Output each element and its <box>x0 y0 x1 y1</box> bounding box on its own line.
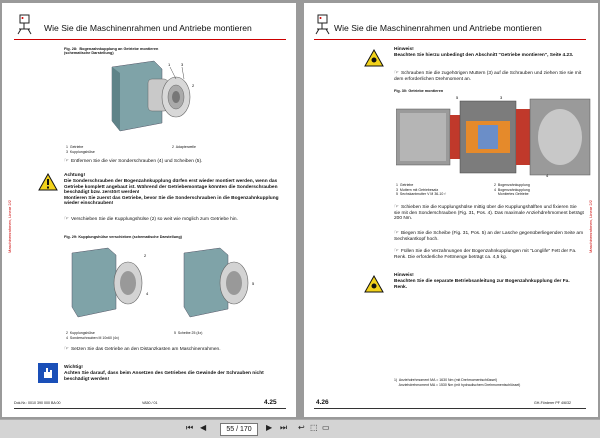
important-title: Wichtig! <box>64 365 83 370</box>
instruction-step: ☞ Setzen Sie das Getriebe an den Distanzkasten am Maschinenrahmen. <box>64 346 221 352</box>
warning-icon <box>38 173 58 191</box>
header-rule <box>14 39 286 40</box>
important-icon <box>38 363 58 383</box>
figure-28-image <box>104 57 204 139</box>
pointing-hand-icon: ☞ <box>394 70 399 76</box>
hint-title: Hinweis! <box>394 47 414 52</box>
pointing-hand-icon: ☞ <box>394 204 399 210</box>
version: VA50 / 01 <box>142 401 158 405</box>
robot-logo-icon <box>314 13 332 35</box>
important-text: Achten Sie darauf, dass beim Ansetzen des Getriebes die Gewinde der Schrauben nicht beschädigt werden! <box>64 371 264 382</box>
prev-page-icon[interactable]: ◀ <box>200 423 207 432</box>
pointing-hand-icon: ☞ <box>394 230 399 236</box>
instruction-step: ☞ Verschieben Sie die Kupplungshülse (2) so weit wie möglich zum Getriebe hin. <box>64 216 238 222</box>
instruction-step: ☞ Biegen Sie die Scheibe (Fig. 31, Pos. 5) an der Lasche gegenüberliegenden Seite am Sechskantkopf hoch. <box>394 230 584 242</box>
figure-caption: Fig. 30: Getriebe montieren <box>394 89 444 93</box>
svg-text:2: 2 <box>144 253 147 258</box>
hint-text: Beachten Sie die separate Betriebsanleitung zur Bogenzahnkupplung der Fa. Renk. <box>394 279 570 290</box>
doc-number: Dok.Nr.: 0010 390 000 BA 00 <box>14 401 61 405</box>
svg-text:3: 3 <box>181 62 184 67</box>
fit-page-icon[interactable]: ⬚ <box>310 423 318 432</box>
fit-width-icon[interactable]: ▭ <box>322 423 330 432</box>
footer-rule <box>14 408 286 409</box>
pointing-hand-icon: ☞ <box>64 158 69 164</box>
instruction-step: ☞ Entfernen Sie die vier Sonderschrauben (4) und Scheiben (5). <box>64 158 203 164</box>
svg-text:5: 5 <box>456 95 459 100</box>
svg-text:4: 4 <box>546 173 549 178</box>
right-page <box>304 3 598 417</box>
instruction-step: ☞ Schieben Sie die Kupplungshülse mittig über die Kupplungshälften und fixieren Sie sie mit den Sonderschrauben (Fig. 31, Pos. 4). Das maximale Anziehdrehmoment beträgt 200 Nm. <box>394 204 584 222</box>
warning-text: Die Sonderschrauben der Bogenzahnkupplung dürfen erst wieder montiert werden, wenn das Getriebe komplett angebaut ist. Während der Getriebemontage könnten die Sonderschrauben beschädigt bzw. zerstört werden! Montieren Sie zuerst das Getriebe, bevor Sie die Sonderschrauben in die Bogenzahnkupplung wieder einschrauben! <box>64 179 279 207</box>
page-number: 4.26 <box>316 399 329 406</box>
figure-legend: 1 Getriebe 3 Muttern mit Getriebesatz 5 Sechskantmutter V M 36-10 ¹⁾ <box>396 183 447 197</box>
hint-icon <box>364 275 384 293</box>
instruction-step: ☞ Schrauben Sie die zugehörigen Muttern (3) auf die Schrauben und ziehen Sie sie mit dem erforderlichen Drehmoment an. <box>394 70 582 82</box>
product-name: GH-Förderer PF 4/6/32 <box>534 401 571 405</box>
figure-caption: Fig. 28: Bogenzahnkupplung an Getriebe montieren (schematische Darstellung) <box>64 47 159 55</box>
page-number: 4.25 <box>264 399 277 406</box>
figure-legend: 2 Adapterwelle <box>172 145 196 149</box>
svg-text:3: 3 <box>500 95 503 100</box>
figure-caption: Fig. 29: Kupplungshülse verschieben (schematische Darstellung) <box>64 235 182 239</box>
back-icon[interactable]: ↩ <box>298 423 305 432</box>
figure-29-image <box>66 245 266 325</box>
pointing-hand-icon: ☞ <box>64 346 69 352</box>
page-field[interactable]: 55 / 170 <box>220 423 258 436</box>
side-label: Maschinenrahmen, Linear 2/2 <box>588 200 593 253</box>
figure-legend: 5 Scheibe 25 (4x) <box>174 331 203 335</box>
left-page <box>2 3 296 417</box>
hint-title: Hinweis! <box>394 273 414 278</box>
header-rule <box>314 39 586 40</box>
next-page-icon[interactable]: ▶ <box>266 423 273 432</box>
side-label: Maschinenrahmen, Linear 2/2 <box>7 200 12 253</box>
svg-text:5: 5 <box>252 281 255 286</box>
hint-icon <box>364 49 384 67</box>
header-title: Wie Sie die Maschinenrahmen und Antriebe montieren <box>334 23 542 33</box>
figure-legend: 2 Kupplungshülse 4 Sonderschrauben M 10x60 (4x) <box>66 331 119 340</box>
figure-30-image <box>396 95 591 179</box>
svg-text:1: 1 <box>168 62 171 67</box>
first-page-icon[interactable]: ⏮ <box>186 423 194 432</box>
pointing-hand-icon: ☞ <box>394 248 399 254</box>
svg-text:4: 4 <box>146 291 149 296</box>
instruction-step: ☞ Füllen Sie die Verzahnungen der Bogenzahnkupplungen mit "Longlife" Fett der Fa. Renk. Die erforderliche Fettmenge beträgt ca. 4,5 kg. <box>394 248 577 260</box>
figure-legend: 2 Bogenzahnkupplung 4 Bogenzahnkupplung Montiertes Getriebe <box>494 183 530 197</box>
pointing-hand-icon: ☞ <box>64 216 69 222</box>
footnote: 1) Anziehdrehmoment MA = 1630 Nm (mit Drehmomentschlüssel) Anziehdrehmoment MA = 1530 Nm (mit hydraulischem Drehmomentschlüssel) <box>394 378 521 387</box>
viewer-toolbar <box>0 419 600 438</box>
last-page-icon[interactable]: ⏭ <box>280 423 288 432</box>
header-title: Wie Sie die Maschinenrahmen und Antriebe montieren <box>44 23 252 33</box>
footer-rule <box>314 408 586 409</box>
figure-legend: 1 Getriebe 3 Kupplungshülse <box>66 145 95 154</box>
svg-text:2: 2 <box>192 83 195 88</box>
hint-text: Beachten Sie hierzu unbedingt den Abschnitt "Getriebe montieren", Seite 4.23. <box>394 53 574 58</box>
robot-logo-icon <box>16 13 34 35</box>
warning-title: Achtung! <box>64 173 86 178</box>
